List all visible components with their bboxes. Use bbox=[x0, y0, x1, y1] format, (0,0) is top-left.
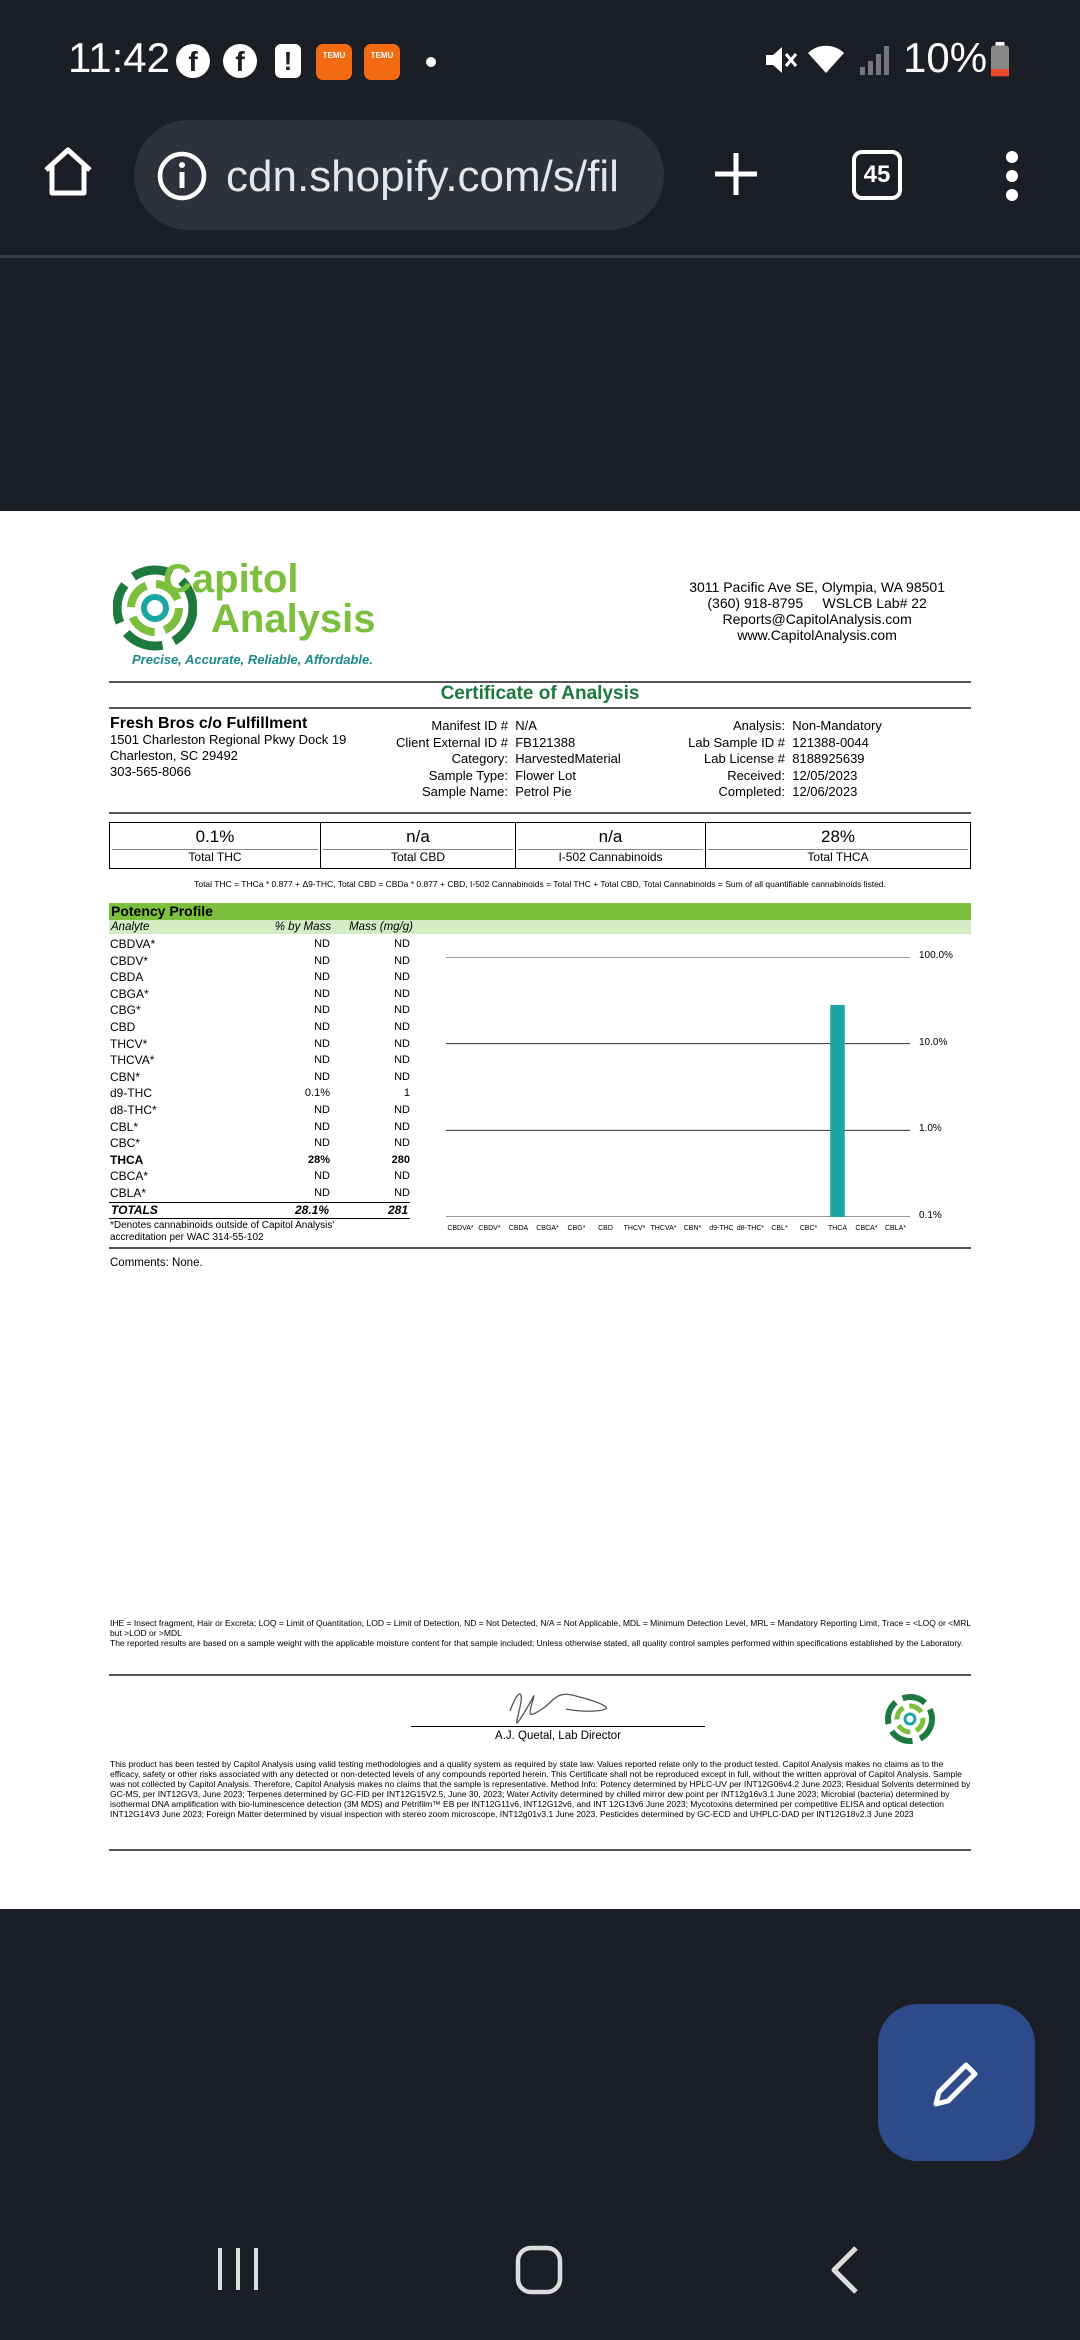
new-tab-icon[interactable] bbox=[712, 150, 760, 198]
potency-pct: ND bbox=[314, 1170, 330, 1183]
more-notifications-dot-icon bbox=[426, 57, 436, 67]
signature-image bbox=[505, 1681, 615, 1725]
potency-mass: ND bbox=[394, 971, 410, 984]
chart-x-tick-label: CBG* bbox=[567, 1225, 586, 1232]
potency-row bbox=[110, 1119, 410, 1136]
chart-x-tick-label: CBCA* bbox=[855, 1225, 878, 1232]
potency-row bbox=[110, 1019, 410, 1036]
disclaimer-text: This product has been tested by Capitol Analysis using valid testing methodologies and a quality system as required by state law. Values reported relate only to the product tested. Capitol Analysis makes no claims as to the efficacy, safety or other risks associated with any detected or non-detected levels of any compounds reported herein. This Certificate shall not be reproduced except in full, without the written approval of Capitol Analysis. Sample was not collected by Capitol Analysis. Therefore, Capitol Analysis makes no claims that the sample is representative. Method Info: Potency determined by HPLC-UV per INT12G06v4.2 June 2023; Residual Solvents determined by GC-MS, per INT12GV3, June 2023; Terpenes determined by GC-FID per INT12G15V2.5, June 30, 2023; Water Activity determined by chilled mirror dew point per INT12g16v3.1 June 2023; Microbial (bacteria) determined by isothermal DNA amplification with bio-luminescence detection (3M MDS) and Petrifilm™ EB per INT12G11v6, INT12G12v6, and INT 12G13v6 June 2023; Mycotoxins determined per competitive ELISA and optical detection INT12G14V3 June 2023; Foreign Matter determined by visual inspection with stereo zoom microscope, INT12g01v3.1 June 2023. Pesticides determined by GC-ECD and UHPLC-DAD per INT12G18v2.3 June 2023 bbox=[110, 1759, 971, 1819]
alert-notification-icon: ! bbox=[275, 44, 301, 78]
potency-mass: ND bbox=[394, 938, 410, 950]
edit-fab-button[interactable] bbox=[878, 2004, 1035, 2161]
lab-address: 3011 Pacific Ave SE, Olympia, WA 98501 (360) 918-8795 WSLCB Lab# 22 Reports@CapitolAnalysis.com www.CapitolAnalysis.com bbox=[689, 579, 945, 643]
potency-analyte: CBLA* bbox=[110, 1185, 147, 1200]
potency-row bbox=[110, 1135, 410, 1152]
potency-row bbox=[110, 1085, 410, 1102]
potency-pct: 28% bbox=[307, 1153, 330, 1166]
chart-y-tick-label: 10.0% bbox=[919, 1036, 948, 1048]
potency-mass: ND bbox=[394, 987, 410, 1000]
page-background bbox=[0, 258, 1080, 511]
potency-row bbox=[110, 1185, 410, 1202]
lab-name: Capitol Analysis bbox=[163, 557, 376, 641]
back-icon[interactable] bbox=[826, 2244, 862, 2296]
potency-row bbox=[110, 1036, 410, 1053]
chart-x-tick-label: CBL* bbox=[771, 1225, 788, 1232]
totals-row: TOTALS 28.1% 281 bbox=[111, 1203, 408, 1217]
potency-analyte: CBCA* bbox=[110, 1169, 149, 1184]
potency-mass: ND bbox=[394, 1137, 410, 1150]
url-text[interactable]: cdn.shopify.com/s/fil bbox=[226, 152, 619, 201]
potency-row bbox=[110, 969, 410, 986]
wifi-icon bbox=[806, 40, 846, 76]
chart-x-tick-label: CBDA bbox=[508, 1225, 529, 1232]
potency-pct: ND bbox=[314, 1037, 330, 1050]
chart-x-tick-label: THCV* bbox=[623, 1225, 646, 1232]
potency-analyte: THCA bbox=[110, 1152, 144, 1167]
total-thca-cell: 28% Total THCA bbox=[706, 823, 970, 868]
lab-tagline: Precise, Accurate, Reliable, Affordable. bbox=[132, 652, 373, 667]
tab-count: 45 bbox=[863, 161, 891, 188]
potency-row bbox=[110, 986, 410, 1003]
address-bar[interactable] bbox=[134, 120, 664, 230]
potency-pct: ND bbox=[314, 1004, 330, 1017]
more-options-icon[interactable] bbox=[998, 150, 1026, 202]
home-icon[interactable] bbox=[40, 143, 96, 199]
mute-icon bbox=[762, 42, 798, 78]
lab-sample-info: Analysis: Non-Mandatory Lab Sample ID # 121388-0044 Lab License # 8188925639 Received: 12/05/2023 Completed: 12/06/2023 bbox=[688, 718, 882, 799]
pencil-icon bbox=[928, 2056, 984, 2112]
summary-totals bbox=[109, 822, 971, 869]
potency-analyte: CBGA* bbox=[110, 986, 149, 1001]
capitol-analysis-small-logo-icon bbox=[883, 1691, 937, 1747]
potency-analyte: THCVA* bbox=[110, 1053, 155, 1068]
potency-mass: ND bbox=[394, 1170, 410, 1183]
potency-pct: ND bbox=[314, 938, 330, 950]
potency-pct: ND bbox=[314, 954, 330, 967]
potency-analyte: CBC* bbox=[110, 1136, 141, 1151]
potency-row bbox=[110, 1002, 410, 1019]
potency-pct: ND bbox=[314, 1054, 330, 1067]
potency-row bbox=[110, 1052, 410, 1069]
clock: 11:42 bbox=[68, 34, 170, 81]
facebook-notification-icon: f bbox=[223, 44, 257, 78]
potency-header: Potency Profile bbox=[109, 903, 971, 920]
potency-analyte: CBD bbox=[110, 1019, 136, 1034]
battery-percent: 10% bbox=[903, 34, 988, 81]
temu-notification-icon: TEMU bbox=[316, 44, 352, 80]
coa-document[interactable] bbox=[0, 511, 1080, 1909]
chart-y-tick-label: 1.0% bbox=[919, 1123, 942, 1135]
potency-row bbox=[110, 953, 410, 970]
potency-row bbox=[110, 1168, 410, 1185]
potency-pct: 0.1% bbox=[304, 1087, 330, 1100]
potency-pct: ND bbox=[314, 1137, 330, 1150]
battery-icon bbox=[988, 42, 1012, 78]
total-cbd-cell: n/a Total CBD bbox=[321, 823, 516, 868]
potency-mass: ND bbox=[394, 1120, 410, 1133]
total-thc-cell: 0.1% Total THC bbox=[110, 823, 321, 868]
sample-info: Manifest ID # N/A Client External ID # FB121388 Category: HarvestedMaterial Sample Type: Flower Lot Sample Name: Petrol Pie bbox=[396, 718, 621, 799]
potency-mass: 280 bbox=[391, 1153, 410, 1166]
chart-bar-thca bbox=[830, 1005, 845, 1217]
potency-mass: ND bbox=[394, 1037, 410, 1050]
chart-x-tick-label: CBGA* bbox=[536, 1225, 559, 1232]
facebook-notification-icon: f bbox=[176, 44, 210, 78]
potency-mass: 1 bbox=[403, 1087, 410, 1100]
chart-y-tick-label: 100.0% bbox=[919, 950, 953, 961]
client-info: Fresh Bros c/o Fulfillment 1501 Charleston Regional Pkwy Dock 19 Charleston, SC 29492 303-565-8066 bbox=[110, 715, 347, 779]
signal-icon bbox=[858, 42, 892, 78]
potency-pct: ND bbox=[314, 987, 330, 1000]
formula-note: Total THC = THCa * 0.877 + Δ9-THC, Total CBD = CBDa * 0.877 + CBD, I-502 Cannabinoids = Total THC + Total CBD, Total Cannabinoids = Sum of all quantifiable cannabinoids listed. bbox=[194, 879, 886, 889]
chart-x-tick-label: CBDVA* bbox=[447, 1225, 474, 1232]
potency-mass: ND bbox=[394, 1004, 410, 1017]
potency-row bbox=[110, 1102, 410, 1119]
chart-x-tick-label: CBDV* bbox=[478, 1225, 501, 1232]
potency-column-header: Analyte % by Mass Mass (mg/g) bbox=[109, 920, 971, 934]
potency-mass: ND bbox=[394, 1186, 410, 1199]
potency-pct: ND bbox=[314, 1020, 330, 1033]
potency-analyte: CBDVA* bbox=[110, 937, 156, 951]
i502-cell: n/a I-502 Cannabinoids bbox=[516, 823, 706, 868]
site-info-icon[interactable] bbox=[156, 150, 208, 202]
tab-switcher-button[interactable] bbox=[852, 150, 902, 200]
potency-pct: ND bbox=[314, 1186, 330, 1199]
abbreviations-legend: IHE = Insect fragment, Hair or Excreta; LOQ = Limit of Quantitation, LOD = Limit of Detection, ND = Not Detected, N/A = Not Applicable, MDL = Minimum Detection Level, MRL = Mandatory Reporting Limit, Trace = <LOQ or <MRL but >LOD or >MDL The reported results are based on a sample weight with the applicable moisture content for that sample included; Unless otherwise stated, all quality control samples performed within specifications established by the Laboratory. bbox=[110, 1618, 971, 1648]
chart-x-tick-label: CBD bbox=[598, 1225, 613, 1232]
potency-pct: ND bbox=[314, 1120, 330, 1133]
potency-pct: ND bbox=[314, 1103, 330, 1116]
recent-apps-icon[interactable] bbox=[214, 2244, 262, 2294]
potency-row bbox=[110, 1069, 410, 1086]
potency-analyte: CBDV* bbox=[110, 953, 149, 968]
potency-mass: ND bbox=[394, 954, 410, 967]
potency-analyte: CBG* bbox=[110, 1003, 141, 1018]
comments: Comments: None. bbox=[110, 1257, 203, 1269]
chart-y-tick-label: 0.1% bbox=[919, 1210, 942, 1221]
potency-mass: ND bbox=[394, 1070, 410, 1083]
potency-mass: ND bbox=[394, 1054, 410, 1067]
chart-x-tick-label: d9-THC bbox=[709, 1225, 734, 1232]
potency-analyte: d9-THC bbox=[110, 1086, 153, 1101]
potency-pct: ND bbox=[314, 971, 330, 984]
chart-x-tick-label: THCVA* bbox=[650, 1225, 677, 1232]
document-title: Certificate of Analysis bbox=[440, 683, 640, 704]
potency-chart bbox=[446, 957, 910, 1217]
home-nav-icon[interactable] bbox=[514, 2244, 564, 2296]
system-navigation-bar bbox=[0, 2200, 1080, 2340]
chart-x-tick-label: CBC* bbox=[799, 1225, 818, 1232]
potency-pct: ND bbox=[314, 1070, 330, 1083]
potency-row bbox=[110, 1152, 410, 1169]
chart-x-tick-label: CBN* bbox=[683, 1225, 702, 1232]
potency-analyte: CBDA bbox=[110, 970, 144, 985]
potency-analyte: CBN* bbox=[110, 1069, 141, 1084]
potency-analyte: d8-THC* bbox=[110, 1102, 157, 1117]
potency-mass: ND bbox=[394, 1020, 410, 1033]
chart-x-tick-label: THCA bbox=[827, 1225, 848, 1232]
potency-analyte: CBL* bbox=[110, 1119, 139, 1134]
potency-table bbox=[110, 936, 410, 1202]
potency-row bbox=[110, 936, 410, 953]
signer-name: A.J. Quetal, Lab Director bbox=[495, 1730, 621, 1742]
chart-x-tick-label: CBLA* bbox=[884, 1225, 906, 1232]
chart-x-tick-label: d8-THC* bbox=[736, 1225, 765, 1232]
status-bar bbox=[0, 0, 1080, 110]
potency-mass: ND bbox=[394, 1103, 410, 1116]
browser-toolbar bbox=[0, 110, 1080, 258]
temu-notification-icon: TEMU bbox=[364, 44, 400, 80]
potency-analyte: THCV* bbox=[110, 1036, 148, 1051]
accreditation-note: *Denotes cannabinoids outside of Capitol Analysis' accreditation per WAC 314-55-102 bbox=[110, 1220, 335, 1243]
